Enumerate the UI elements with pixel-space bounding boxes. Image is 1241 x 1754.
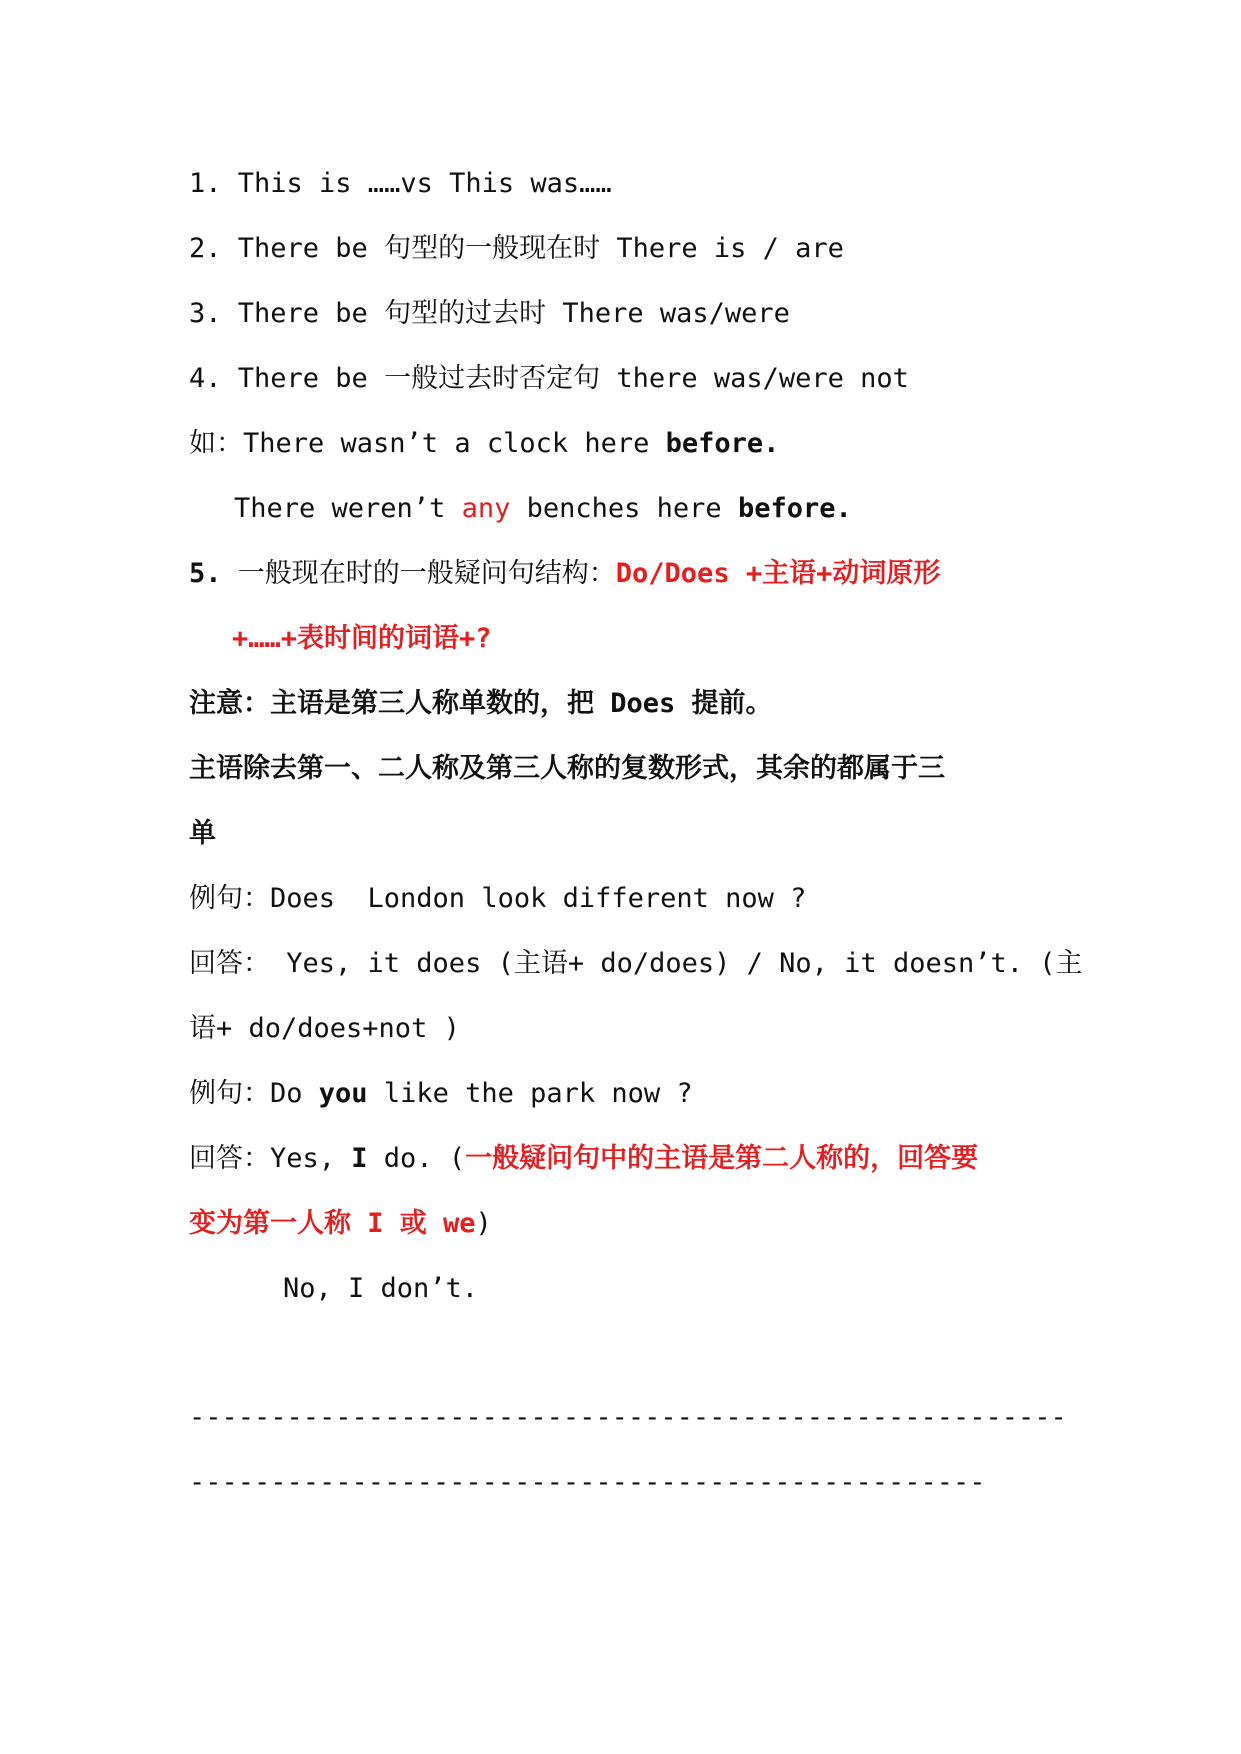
rule-3: 3. There be 句型的过去时 There was/were	[189, 298, 790, 329]
answer-1: 回答： Yes, it does (主语+ do/does) / No, it doesn’t. (主	[189, 948, 1083, 979]
example-text: There weren’t	[234, 493, 462, 524]
note-line: 注意：主语是第三人称单数的，把 Does 提前。	[189, 688, 773, 719]
example-text: benches here	[510, 493, 738, 524]
rule-4: 4. There be 一般过去时否定句 there was/were not	[189, 363, 909, 394]
example-text: 如：There wasn’t a clock here	[189, 428, 666, 459]
answer-2-cont	[189, 1204, 492, 1244]
answer-text: 回答：Yes,	[189, 1143, 352, 1174]
answer-bold-i: I	[351, 1143, 368, 1174]
answer-text: )	[475, 1208, 492, 1239]
answer-2	[189, 1139, 978, 1179]
rule-1: 1. This is ……vs This was……	[189, 168, 612, 199]
example-bold: before.	[737, 493, 852, 524]
rule-5-number: 5.	[189, 558, 238, 589]
note-line-3: 单	[189, 818, 216, 849]
rule-5-formula-cont	[232, 619, 492, 659]
example-bold: before.	[665, 428, 780, 459]
example-line-1	[189, 424, 779, 464]
answer-note-end: 变为第一人称 I 或 we	[189, 1208, 476, 1239]
example-sentence-1: 例句：Does London look different now ?	[189, 883, 807, 914]
example-text: 例句：Do	[189, 1078, 319, 1109]
rule-5	[189, 554, 940, 594]
example-line-2	[234, 489, 852, 529]
separator-line-2: -------------------------------------------------	[189, 1467, 986, 1498]
answer-text: do. (	[367, 1143, 466, 1174]
answer-note: 一般疑问句中的主语是第二人称的，回答要	[465, 1143, 979, 1174]
highlight-any: any	[461, 493, 511, 524]
rule-2: 2. There be 句型的一般现在时 There is / are	[189, 233, 844, 264]
rule-5-formula: Do/Does +主语+动词原形	[615, 558, 941, 589]
example-sentence-2	[189, 1074, 693, 1114]
example-bold-you: you	[318, 1078, 368, 1109]
rule-5-text: 一般现在时的一般疑问句结构：	[237, 558, 616, 589]
separator-line-1: ------------------------------------------------------	[189, 1402, 1067, 1433]
answer-1-cont: 语+ do/does+not )	[189, 1013, 460, 1044]
note-line-2: 主语除去第一、二人称及第三人称的复数形式，其余的都属于三	[189, 753, 945, 784]
example-text: like the park now ?	[367, 1078, 693, 1109]
rule-5-formula-end: +……+表时间的词语+?	[232, 623, 492, 654]
answer-negative: No, I don’t.	[283, 1273, 479, 1304]
